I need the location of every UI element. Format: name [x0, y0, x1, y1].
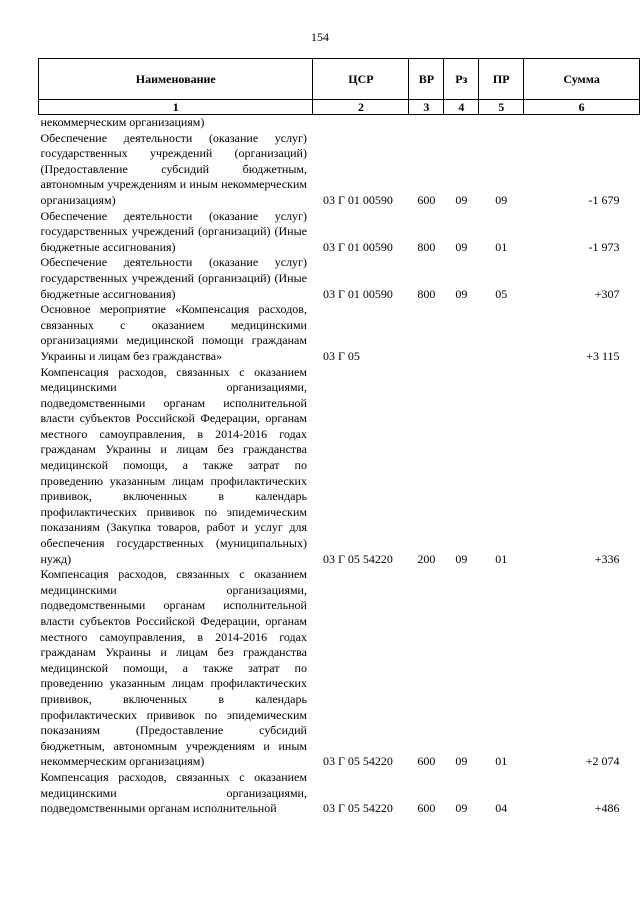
row-sum: +3 115 [586, 348, 620, 363]
row-csr: 03 Г 01 00590 [322, 286, 393, 301]
row-csr: 03 Г 01 00590 [322, 192, 393, 207]
row-sum: -1 973 [588, 239, 620, 254]
table-body [39, 115, 640, 817]
table-row [39, 365, 640, 568]
row-pr: 01 [495, 239, 508, 254]
row-csr: 03 Г 05 54220 [322, 551, 393, 566]
row-sum [524, 115, 640, 131]
column-number: 4 [444, 100, 479, 115]
row-vr: 800 [417, 286, 436, 301]
row-name: Компенсация расходов, связанных с оказанием медицинскими организациями, подведомственными органам исполнительной власти субъектов Российской Федерации, органам местного самоуправления, в 2014-2016 годах гражданам Украины и лицам без гражданства медицинской помощи, а также затрат по проведению указанным лицам профилактических прививок, включенных в календарь профилактических прививок по эпидемическим показаниям (Закупка товаров, работ и услуг для обеспечения государственных (муниципальных) нужд) [40, 364, 307, 566]
table-row [39, 567, 640, 770]
row-rz [444, 115, 479, 131]
row-vr: 600 [417, 801, 436, 816]
table-row [39, 115, 640, 131]
row-vr: 600 [417, 754, 436, 769]
header-csr: ЦСР [313, 59, 409, 100]
table-row [39, 770, 640, 817]
row-vr: 600 [417, 192, 436, 207]
header-sum: Сумма [524, 59, 640, 100]
row-rz: 09 [455, 286, 468, 301]
row-vr: 800 [417, 239, 436, 254]
row-sum: -1 679 [588, 192, 620, 207]
row-pr: 04 [495, 801, 508, 816]
row-vr: 200 [417, 551, 436, 566]
row-sum: +486 [594, 801, 620, 816]
row-name: Компенсация расходов, связанных с оказанием медицинскими организациями, подведомственными органам исполнительной [40, 769, 307, 816]
row-sum: +336 [594, 551, 620, 566]
row-vr [409, 302, 444, 364]
column-number: 6 [524, 100, 640, 115]
column-number-row [39, 100, 640, 115]
row-rz: 09 [455, 754, 468, 769]
row-pr: 05 [495, 286, 508, 301]
header-vr: ВР [409, 59, 444, 100]
table-row [39, 131, 640, 209]
table-header [39, 59, 640, 115]
row-name: Обеспечение деятельности (оказание услуг) государственных учреждений (организаций) (Иные бюджетные ассигнования) [40, 208, 307, 254]
row-pr [479, 115, 524, 131]
header-row [39, 59, 640, 100]
row-rz: 09 [455, 239, 468, 254]
row-rz: 09 [455, 192, 468, 207]
table-row [39, 209, 640, 256]
row-pr [479, 302, 524, 364]
row-vr [409, 115, 444, 131]
row-name: Компенсация расходов, связанных с оказанием медицинскими организациями, подведомственными органам исполнительной власти субъектов Российской Федерации, органам местного самоуправления, в 2014-2016 годах гражданам Украины и лицам без гражданства медицинской помощи, а также затрат по проведению указанным лицам профилактических прививок, включенных в календарь профилактических прививок по эпидемическим показаниям (Предоставление субсидий бюджетным, автономным учреждениям и иным некоммерческим организациям) [40, 567, 307, 769]
row-pr: 01 [495, 551, 508, 566]
row-rz: 09 [455, 801, 468, 816]
row-csr: 03 Г 05 54220 [322, 801, 393, 816]
row-csr: 03 Г 05 54220 [322, 754, 393, 769]
header-pr: ПР [479, 59, 524, 100]
row-rz: 09 [455, 551, 468, 566]
row-name: Основное мероприятие «Компенсация расходов, связанных с оказанием медицинскими организациями медицинской помощи гражданам Украины и лицам без гражданства» [40, 302, 307, 363]
column-number: 5 [479, 100, 524, 115]
row-pr: 09 [495, 192, 508, 207]
column-number: 1 [39, 100, 313, 115]
column-number: 3 [409, 100, 444, 115]
row-csr: 03 Г 01 00590 [322, 239, 393, 254]
row-name: Обеспечение деятельности (оказание услуг) государственных учреждений (организаций) (Иные бюджетные ассигнования) [40, 255, 307, 301]
page-number: 154 [311, 30, 329, 44]
row-rz [444, 302, 479, 364]
table-row [39, 255, 640, 302]
row-sum: +2 074 [585, 754, 620, 769]
budget-table [38, 58, 640, 817]
row-csr: 03 Г 05 [322, 348, 360, 363]
column-number: 2 [313, 100, 409, 115]
row-sum: +307 [594, 286, 620, 301]
row-pr: 01 [495, 754, 508, 769]
header-rz: Рз [444, 59, 479, 100]
row-name: Обеспечение деятельности (оказание услуг) государственных учреждений (организаций) (Предоставление субсидий бюджетным, автономным учреждениям и иным некоммерческим организациям) [40, 130, 307, 207]
row-name: некоммерческим организациям) [40, 115, 205, 129]
header-name: Наименование [39, 59, 313, 100]
table-row [39, 302, 640, 364]
row-csr [313, 115, 409, 131]
